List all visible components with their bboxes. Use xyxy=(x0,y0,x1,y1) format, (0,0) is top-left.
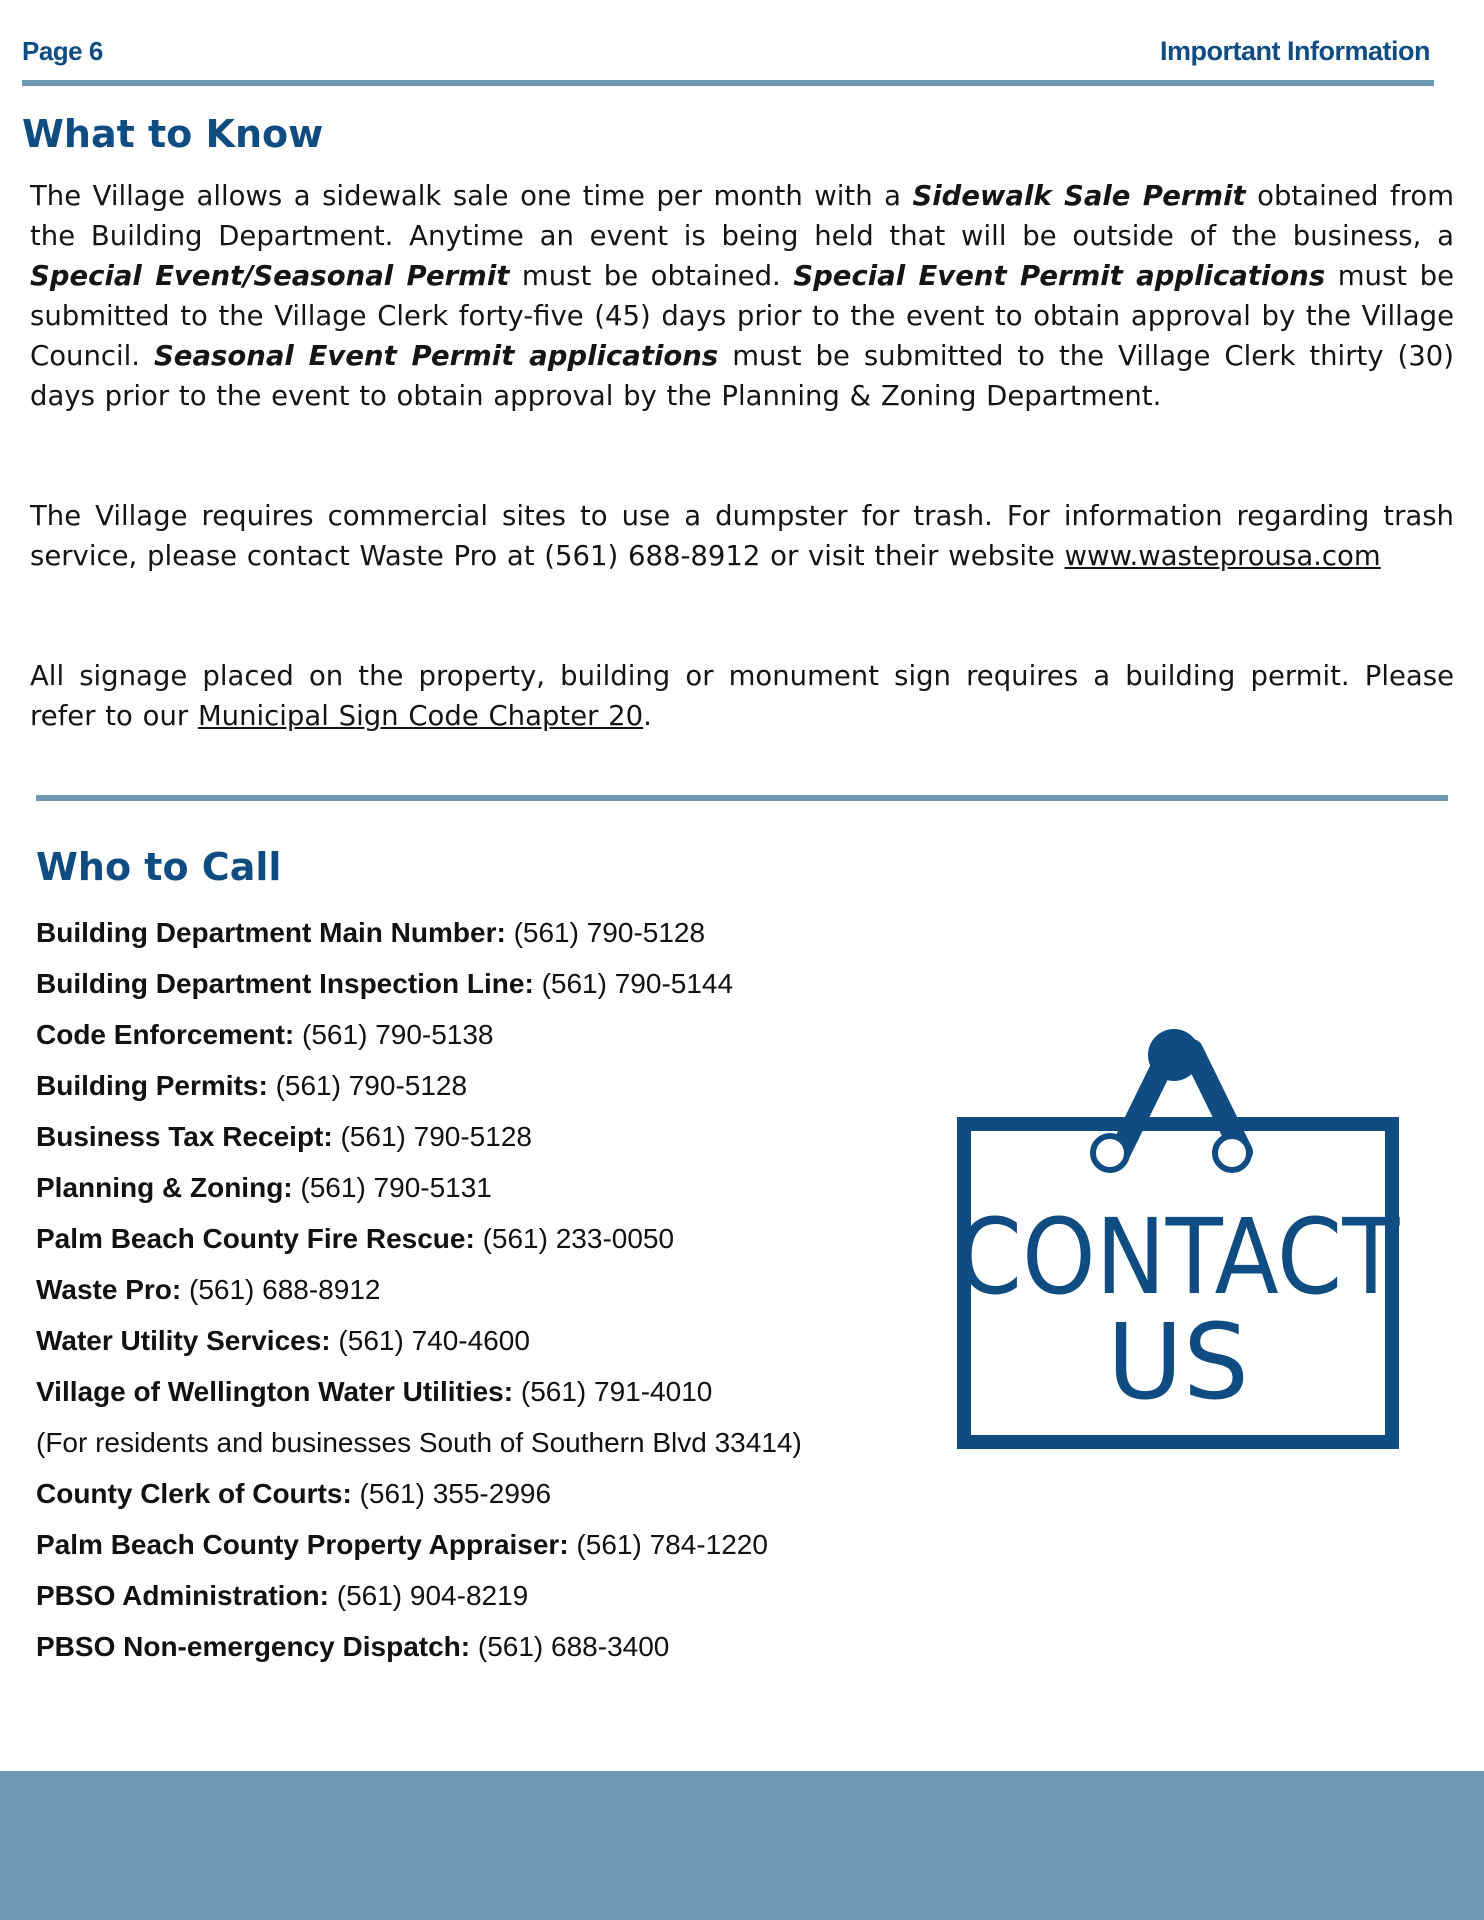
contact-row xyxy=(36,1474,936,1525)
sign-line-1: CONTACT xyxy=(956,1196,1400,1318)
contact-row xyxy=(36,1576,936,1627)
contact-label: Palm Beach County Property Appraiser: xyxy=(36,1529,569,1560)
contact-label: Water Utility Services: xyxy=(36,1325,331,1356)
contact-row xyxy=(36,913,936,964)
contact-label: Building Department Main Number: xyxy=(36,917,506,948)
contact-phone: (561) 784-1220 xyxy=(568,1529,768,1560)
permit-text: obtained from the Building Department. Anytime an event is being held that will be outside of the business, a xyxy=(30,180,1454,252)
trash-text: The Village requires commercial sites to use a dumpster for trash. For information regarding trash service, please contact Waste Pro at (561) 688-8912 or visit their website xyxy=(30,500,1454,572)
contact-label: PBSO Non-emergency Dispatch: xyxy=(36,1631,471,1662)
permit-emphasis: Special Event/Seasonal Permit xyxy=(30,260,510,292)
contact-phone: (561) 790-5128 xyxy=(267,1070,468,1101)
contact-phone: (561) 790-5128 xyxy=(505,917,706,948)
sign-code-link[interactable]: Municipal Sign Code Chapter 20 xyxy=(197,700,644,732)
page-number: Page 6 xyxy=(22,36,103,66)
signage-paragraph xyxy=(30,656,1454,736)
contact-label: Code Enforcement: xyxy=(36,1019,295,1050)
contact-phone: (561) 688-3400 xyxy=(470,1631,670,1662)
contact-phone: (561) 790-5128 xyxy=(332,1121,532,1152)
contact-row xyxy=(36,1627,936,1678)
permit-paragraph xyxy=(30,176,1454,416)
page-footer-band xyxy=(0,1771,1484,1920)
contact-row xyxy=(36,1066,936,1117)
section-divider xyxy=(36,795,1448,801)
contact-phone: (561) 790-5144 xyxy=(533,968,734,999)
contact-phone: (561) 740-4600 xyxy=(330,1325,530,1356)
contact-us-sign-icon xyxy=(950,1010,1406,1458)
permit-text: must be obtained. xyxy=(509,260,794,292)
contact-phone: (561) 355-2996 xyxy=(351,1478,552,1509)
contact-phone: (561) 688-8912 xyxy=(181,1274,381,1305)
contact-label: Village of Wellington Water Utilities: xyxy=(36,1376,514,1407)
wastepro-website-link[interactable]: www.wasteprousa.com xyxy=(1064,540,1381,572)
contact-row xyxy=(36,1219,936,1270)
contact-phone: (561) 233-0050 xyxy=(474,1223,675,1254)
contact-phone: (561) 790-5131 xyxy=(292,1172,492,1203)
permit-emphasis: Special Event Permit applications xyxy=(793,260,1326,292)
permit-text: The Village allows a sidewalk sale one time per month with a xyxy=(30,180,913,212)
what-to-know-heading: What to Know xyxy=(22,112,324,156)
contact-row xyxy=(36,1168,936,1219)
sign-pin xyxy=(1148,1029,1200,1081)
contact-row xyxy=(36,1270,936,1321)
contact-label: Building Department Inspection Line: xyxy=(36,968,534,999)
contact-row xyxy=(36,1117,936,1168)
page-header xyxy=(22,36,1430,68)
signage-text: All signage placed on the property, building or monument sign requires a building permit. Please refer to our xyxy=(30,660,1454,732)
sign-line-2: US xyxy=(1106,1301,1250,1423)
contact-label: Planning & Zoning: xyxy=(36,1172,293,1203)
contact-list xyxy=(36,913,936,1678)
contact-row xyxy=(36,1372,936,1423)
header-divider xyxy=(22,80,1434,86)
contact-label: County Clerk of Courts: xyxy=(36,1478,352,1509)
contact-phone: (561) 904-8219 xyxy=(328,1580,529,1611)
contact-phone: (561) 791-4010 xyxy=(513,1376,713,1407)
contact-row xyxy=(36,1321,936,1372)
permit-emphasis: Seasonal Event Permit applications xyxy=(154,340,719,372)
contact-phone: (561) 790-5138 xyxy=(294,1019,494,1050)
who-to-call-heading: Who to Call xyxy=(36,845,282,889)
permit-text: must be submitted to the Village Clerk forty-five (45) days prior to the event to obtain approval by the Village Council. xyxy=(30,260,1454,372)
contact-phone: (For residents and businesses South of Southern Blvd 33414) xyxy=(36,1427,802,1458)
trash-paragraph xyxy=(30,496,1454,576)
signage-period: . xyxy=(643,700,652,732)
contact-row xyxy=(36,1525,936,1576)
contact-label: Building Permits: xyxy=(36,1070,268,1101)
contact-row xyxy=(36,964,936,1015)
contact-row xyxy=(36,1423,936,1474)
section-title: Important Information xyxy=(1160,36,1430,66)
contact-label: PBSO Administration: xyxy=(36,1580,329,1611)
permit-emphasis: Sidewalk Sale Permit xyxy=(912,180,1246,212)
contact-label: Palm Beach County Fire Rescue: xyxy=(36,1223,475,1254)
permit-text: must be submitted to the Village Clerk thirty (30) days prior to the event to obtain approval by the Planning & Zoning Department. xyxy=(30,340,1454,412)
contact-label: Waste Pro: xyxy=(36,1274,182,1305)
contact-label: Business Tax Receipt: xyxy=(36,1121,333,1152)
contact-row xyxy=(36,1015,936,1066)
